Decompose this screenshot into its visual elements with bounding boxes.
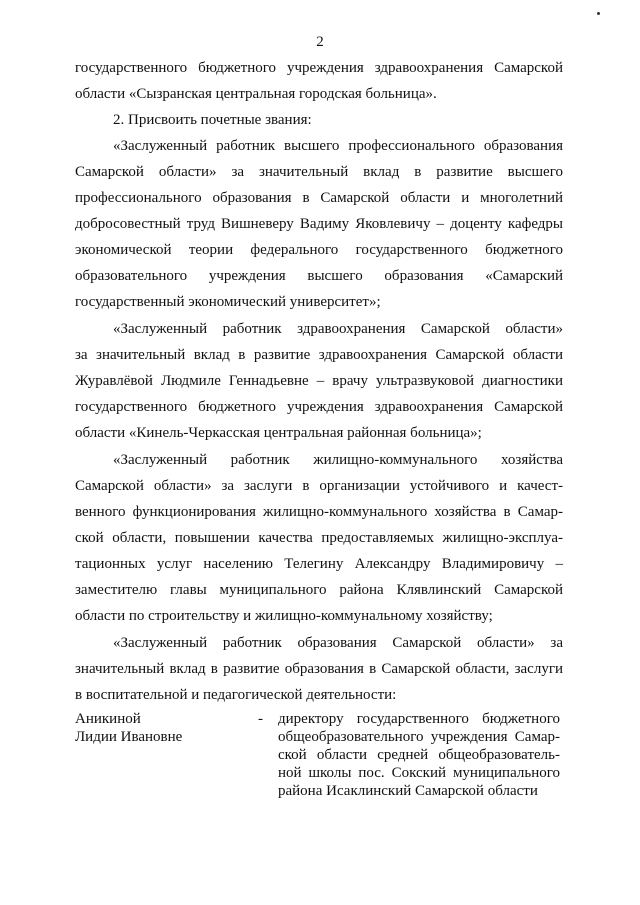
awardee-position: района Исаклинский Самарской области xyxy=(278,783,538,799)
text-line: Самарской области» за заслуги в организации устойчивого и качест- xyxy=(75,478,563,494)
text-line: тационных услуг населению Телегину Александру Владимировичу – xyxy=(75,556,563,572)
text-line: ской области, повышении качества предоставляемых жилищно-эксплуа- xyxy=(75,530,563,546)
awardee-surname: Аникиной xyxy=(75,711,141,727)
text-line: «Заслуженный работник высшего профессионального образования xyxy=(113,138,563,154)
awardee-position: общеобразовательного учреждения Самар- xyxy=(278,729,560,745)
scan-dot xyxy=(597,12,600,15)
page-number: 2 xyxy=(316,34,324,50)
text-line: Самарской области» за значительный вклад в развитие высшего xyxy=(75,164,563,180)
text-line: в воспитательной и педагогической деятельности: xyxy=(75,687,397,703)
text-line: заместителю главы муниципального района Клявлинский Самарской xyxy=(75,582,563,598)
section-heading: 2. Присвоить почетные звания: xyxy=(113,112,312,128)
text-line: «Заслуженный работник образования Самарской области» за xyxy=(113,635,563,651)
text-line: профессионального образования в Самарской области и многолетний xyxy=(75,190,563,206)
text-line: «Заслуженный работник жилищно-коммунального хозяйства xyxy=(113,452,563,468)
text-line: «Заслуженный работник здравоохранения Самарской области» xyxy=(113,321,563,337)
text-line: области по строительству и жилищно-коммунальному хозяйству; xyxy=(75,608,493,624)
text-line: Журавлёвой Людмиле Геннадьевне – врачу ультразвуковой диагностики xyxy=(75,373,563,389)
text-line: венного функционирования жилищно-коммунального хозяйства в Самар- xyxy=(75,504,563,520)
text-line: области «Кинель-Черкасская центральная районная больница»; xyxy=(75,425,482,441)
awardee-position: ской области средней общеобразователь- xyxy=(278,747,560,763)
text-line: экономической теории федерального государственного бюджетного xyxy=(75,242,563,258)
text-line: за значительный вклад в развитие здравоохранения Самарской области xyxy=(75,347,563,363)
awardee-position: ной школы пос. Сокский муниципального xyxy=(278,765,560,781)
text-line: добросовестный труд Вишневеру Вадиму Яковлевичу – доценту кафедры xyxy=(75,216,563,232)
text-line: государственный экономический университет»; xyxy=(75,294,381,310)
text-line: государственного бюджетного учреждения здравоохранения Самарской xyxy=(75,399,563,415)
text-line: образовательного учреждения высшего образования «Самарский xyxy=(75,268,563,284)
text-line: области «Сызранская центральная городская больница». xyxy=(75,86,437,102)
text-line: государственного бюджетного учреждения здравоохранения Самарской xyxy=(75,60,563,76)
text-line: значительный вклад в развитие образования в Самарской области, заслуги xyxy=(75,661,563,677)
awardee-position: директору государственного бюджетного xyxy=(278,711,560,727)
awardee-given-names: Лидии Ивановне xyxy=(75,729,183,745)
awardee-dash: - xyxy=(258,711,263,727)
